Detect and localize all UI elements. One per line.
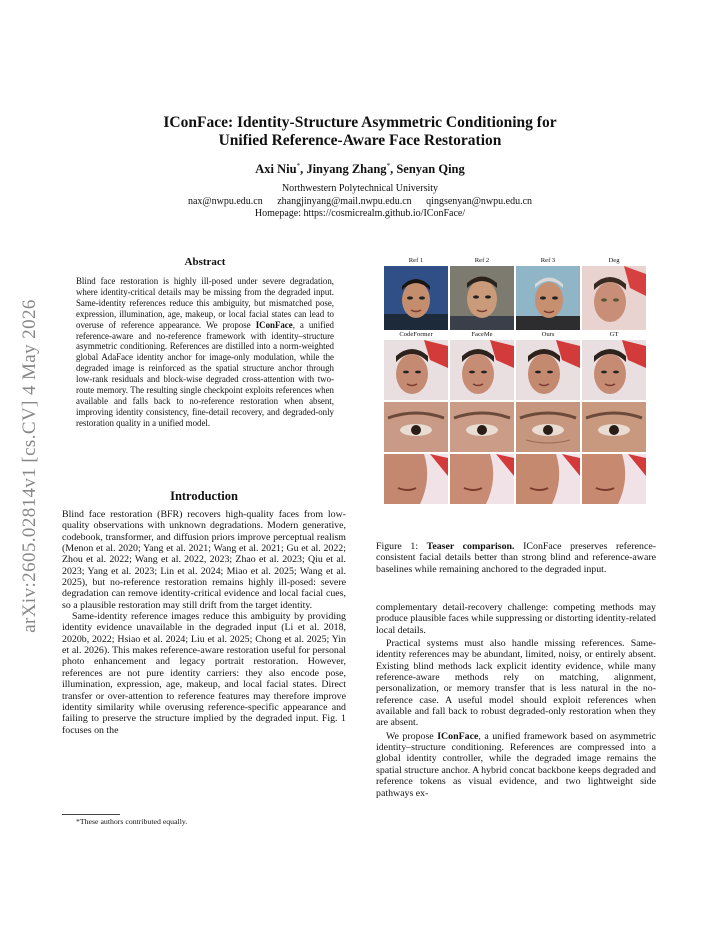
right-paragraph-2: Practical systems must also handle missing references. Same-identity references may be abundant, limited, noisy, or entirely absent. Existing blind methods lack explicit identity evidence, while many reference-aware methods rely on matching, alignment, personalization, or memory transfer that is less natural in the no-reference case. A useful model should exploit references when available and fall back to robust degraded-only restoration when they are absent. [376,638,656,729]
label-ref-1: Ref 1 [408,257,424,264]
email-3[interactable]: qingsenyan@nwpu.edu.cn [426,195,533,207]
label-ref-2: Ref 2 [474,257,490,264]
author-list: Axi Niu*, Jinyang Zhang*, Senyan Qing [255,162,465,177]
label-deg: Deg [608,257,620,264]
paper-title [0,114,720,150]
right-p3-start: We propose [386,730,438,742]
author-1: Axi Niu [255,162,297,177]
affiliation: Northwestern Polytechnical University [281,183,439,194]
caption-text: IConFace preserves reference-consistent facial details better than strong blind and reference-aware baselines while remaining anchored to the degraded input. [376,541,656,575]
label-faceme: FaceMe [471,331,493,338]
faceme-eye-crop [450,402,514,452]
caption-title: Teaser comparison. [426,541,515,552]
email-list [0,196,720,209]
right-column-text [376,602,656,799]
label-codeformer: CodeFormer [399,331,433,338]
codeformer-mouth-crop [384,454,448,504]
codeformer-eye-crop [384,402,448,452]
abstract-method-name: IConFace [255,319,293,330]
arxiv-stamp [8,256,52,676]
ground-truth-eye-crop [582,402,646,452]
footnote-rule [62,814,120,815]
right-paragraph-3 [376,731,656,799]
degraded-image [582,266,646,330]
title-line-1: IConFace: Identity-Structure Asymmetric Conditioning for [163,114,557,131]
label-ours: Ours [541,331,555,338]
equal-contrib-mark-1: * [296,162,301,170]
right-p3-method-name: IConFace [437,730,479,742]
label-ref-3: Ref 3 [540,257,556,264]
author-2: Jinyang Zhang [306,162,387,177]
ours-eye-crop [516,402,580,452]
ref-3-image [516,266,580,330]
equal-contrib-mark-2: * [386,162,391,170]
ref-2-image [450,266,514,330]
title-line-2: Unified Reference-Aware Face Restoration [218,132,502,149]
introduction-heading: Introduction [170,489,238,503]
ground-truth-mouth-crop [582,454,646,504]
faceme-mouth-crop [450,454,514,504]
codeformer-result-image [384,340,448,400]
ours-result-image [516,340,580,400]
arxiv-stamp-text: arXiv:2605.02814v1 [cs.CV] 4 May 2026 [19,299,40,633]
right-p3-rest: , a unified framework based on asymmetric identity–structure conditioning. References are compressed into a global identity controller, while the degraded image remains the spatial structure anchor. A hybrid concat backbone keeps degraded and reference tokens as visual evidence, and two lightweight side pathways ex- [376,730,656,799]
right-paragraph-1: complementary detail-recovery challenge: competing methods may produce plausible faces while suppressing or distorting identity-related local details. [376,602,656,636]
email-1[interactable]: nax@nwpu.edu.cn [187,195,263,207]
ground-truth-image [582,340,646,400]
abstract-heading: Abstract [184,256,226,268]
author-3: Senyan Qing [396,162,465,177]
introduction-text [62,509,346,736]
faceme-result-image [450,340,514,400]
affiliation-block [0,183,720,221]
email-2[interactable]: zhangjinyang@mail.nwpu.edu.cn [277,195,412,207]
teaser-figure [384,257,649,505]
footnote: *These authors contributed equally. [76,817,188,826]
abstract-part-2: , a unified reference-aware and no-reference framework with identity–structure asymmetric conditioning. References are distilled into a norm-weighted global AdaFace identity anchor for image-only modulation, while the degraded image is reinforced as the spatial structure anchor through low-rank residuals and block-wise degraded cross-attention with two-route memory. The resulting single checkpoint exploits references when available and falls back to no-reference restoration when absent, improving identity consistency, fine-detail recovery, and degraded-only restoration quality in a unified model. [76,319,334,428]
figure-caption [376,541,656,575]
intro-paragraph-1: Blind face restoration (BFR) recovers high-quality faces from low-quality observations with unknown degradations. Modern generative, codebook, transformer, and diffusion priors improve perceptual realism (Menon et al. 2020; Yang et al. 2021; Wang et al. 2021; Gu et al. 2022; Zhou et al. 2022; Wang et al. 2022, 2023; Zhao et al. 2023; Qiu et al. 2023; Yang et al. 2023; Lin et al. 2024; Miao et al. 2025; Wang et al. 2025), but no-reference restoration remains highly ill-posed: severe degradation can remove identity-critical evidence and local facial cues, so a plausible restoration may still drift from the target identity. [62,509,346,611]
abstract-part-1: Blind face restoration is highly ill-posed under severe degradation, where identity-critical details may be missing from the degraded input. Same-identity references reduce this ambiguity, but mismatched pose, expression, illumination, age, makeup, or local facial states can lead to overuse of reference appearance. We propose [76,276,334,330]
caption-figure-number: Figure 1: [376,541,419,552]
label-gt: GT [609,331,619,338]
ours-mouth-crop [516,454,580,504]
homepage-link[interactable]: Homepage: https://cosmicrealm.github.io/IConFace/ [254,208,466,219]
abstract-text [76,276,334,429]
intro-paragraph-2: Same-identity reference images reduce this ambiguity by providing identity evidence unavailable in the degraded input (Li et al. 2018, 2020b, 2022; Hsiao et al. 2024; Liu et al. 2025; Chong et al. 2025; Yin et al. 2026). This makes reference-aware restoration useful for personal photo enhancement and legacy portrait restoration. However, references are not pure identity carriers: they also encode pose, illumination, expression, age, makeup, and local facial states. Direct transfer or over-attention to reference features may therefore improve identity similarity while overusing reference-specific appearance and failing to preserve the structure implied by the degraded input. Fig. 1 focuses on the [62,611,346,736]
ref-1-image [384,266,448,330]
